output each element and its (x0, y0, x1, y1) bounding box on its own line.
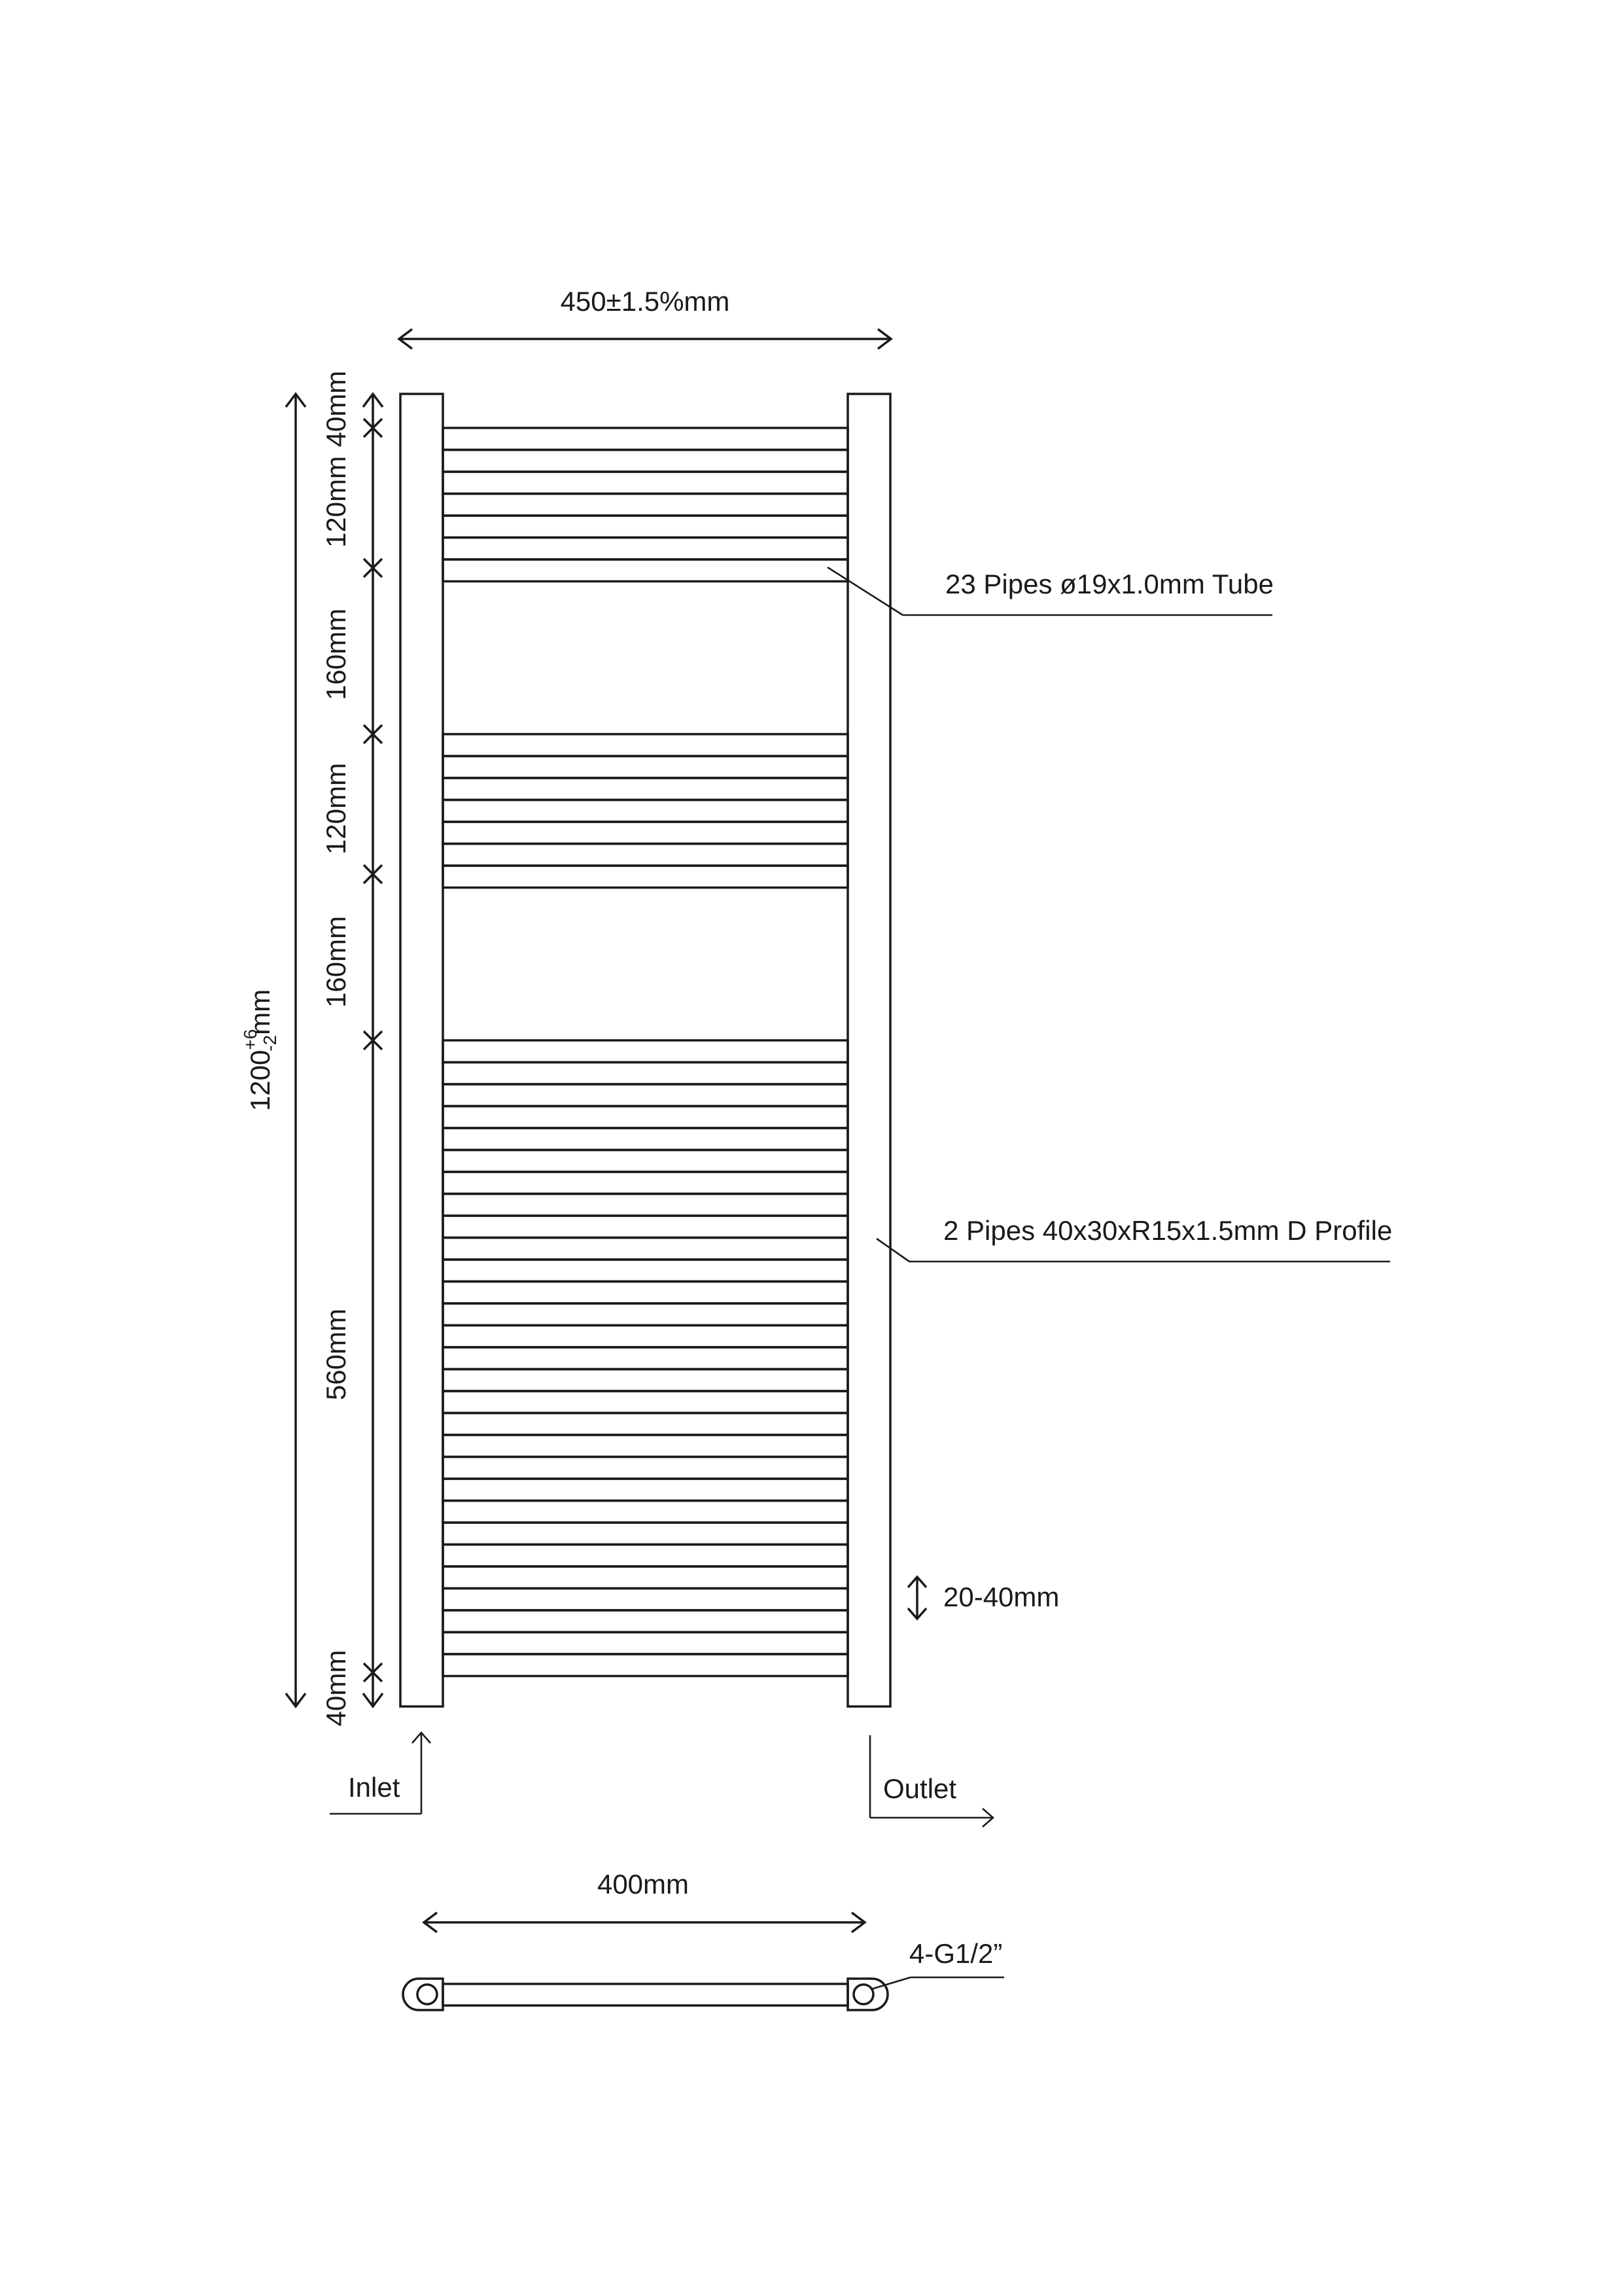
rail-31 (443, 1391, 848, 1413)
rail-24 (443, 1238, 848, 1260)
rail-43 (443, 1654, 848, 1676)
callout-profile-text: 2 Pipes 40x30xR15x1.5mm D Profile (943, 1215, 1393, 1246)
segment-label-1: 40mm (321, 370, 351, 448)
rail-7 (443, 559, 848, 582)
rail-14 (443, 866, 848, 888)
rail-26 (443, 1282, 848, 1304)
left-d-profile (400, 394, 443, 1706)
horizontal-rails (443, 428, 848, 1676)
rail-41 (443, 1610, 848, 1633)
segment-label-6: 560mm (321, 1308, 351, 1401)
rail-4 (443, 494, 848, 516)
height-tol-minus: -2 (260, 1034, 280, 1051)
rail-30 (443, 1369, 848, 1392)
rail-2 (443, 450, 848, 472)
inlet-label: Inlet (348, 1772, 400, 1803)
rail-35 (443, 1479, 848, 1501)
rail-32 (443, 1413, 848, 1436)
rail-40 (443, 1589, 848, 1611)
rail-10 (443, 778, 848, 800)
outlet-marker (870, 1735, 993, 1827)
segment-label-3: 160mm (321, 608, 351, 701)
rail-22 (443, 1194, 848, 1216)
rail-11 (443, 800, 848, 822)
rail-20 (443, 1150, 848, 1173)
rail-9 (443, 756, 848, 779)
rail-36 (443, 1501, 848, 1523)
wall-gap-dimension (908, 1577, 1059, 1619)
height-dimension (240, 394, 305, 1706)
callout-profile (877, 1215, 1392, 1262)
rail-29 (443, 1347, 848, 1369)
rail-6 (443, 538, 848, 560)
rail-17 (443, 1084, 848, 1106)
rail-18 (443, 1106, 848, 1129)
rail-13 (443, 844, 848, 866)
connection-right (854, 1985, 873, 2004)
rail-38 (443, 1545, 848, 1567)
rail-16 (443, 1063, 848, 1085)
rail-28 (443, 1326, 848, 1348)
rail-12 (443, 822, 848, 844)
connection-left (417, 1985, 437, 2004)
segment-label-7: 40mm (321, 1650, 351, 1727)
rail-37 (443, 1523, 848, 1545)
height-tol-plus: +6 (240, 1029, 260, 1050)
rail-21 (443, 1172, 848, 1194)
wall-gap-text: 20-40mm (943, 1581, 1060, 1612)
rail-27 (443, 1303, 848, 1326)
rail-25 (443, 1260, 848, 1282)
rail-42 (443, 1633, 848, 1655)
width-label: 450±1.5%mm (560, 286, 730, 317)
outlet-label: Outlet (883, 1773, 957, 1804)
segment-label-5: 160mm (321, 915, 351, 1008)
rail-3 (443, 472, 848, 494)
centres-label: 400mm (597, 1869, 689, 1899)
segment-label-2: 120mm (321, 455, 351, 548)
height-label: $1200^{+6}-2mm$ (240, 989, 280, 1112)
top-view (403, 1938, 1004, 2010)
rail-15 (443, 1040, 848, 1063)
rail-34 (443, 1457, 848, 1479)
centres-dimension (424, 1869, 865, 1932)
rail-5 (443, 516, 848, 538)
callout-tubes (828, 567, 1274, 615)
height-unit: mm (245, 989, 275, 1035)
segment-dimension-chain (321, 371, 383, 1727)
rail-39 (443, 1566, 848, 1589)
segment-label-4: 120mm (321, 762, 351, 855)
rail-23 (443, 1216, 848, 1238)
rail-19 (443, 1128, 848, 1150)
connections-label: 4-G1/2” (909, 1938, 1003, 1969)
callout-tubes-text: 23 Pipes ø19x1.0mm Tube (945, 569, 1274, 599)
rail-33 (443, 1435, 848, 1457)
width-dimension (399, 286, 891, 349)
inlet-marker (330, 1733, 430, 1814)
rail-8 (443, 734, 848, 756)
rail-1 (443, 428, 848, 450)
right-d-profile (848, 394, 890, 1706)
